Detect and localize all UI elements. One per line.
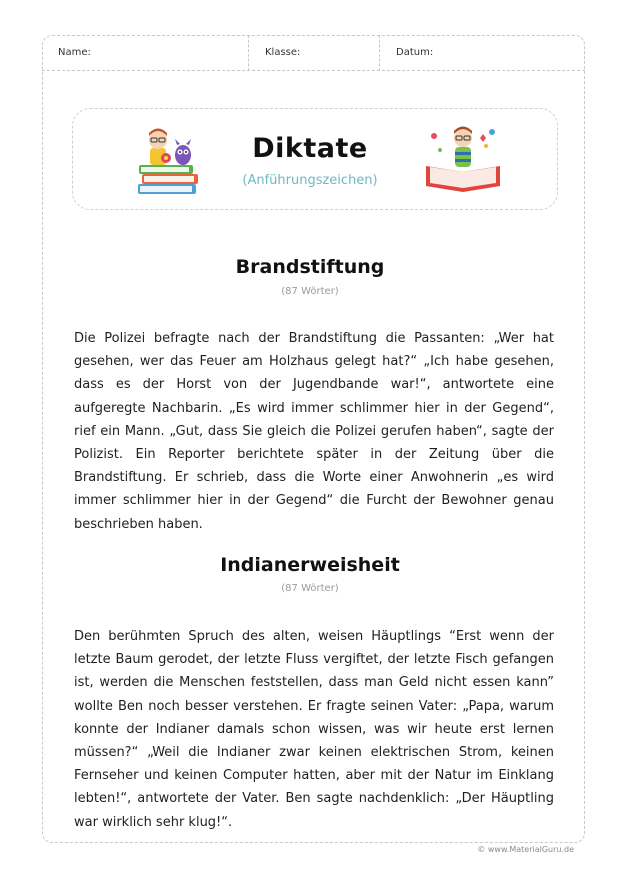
dictation-text-brandstiftung: Die Polizei befragte nach der Brandstiftung die Passanten: „Wer hat gesehen, wer das Feuer am Holzhaus gelegt hat?“ „Ich habe gesehen, dass es der Horst von der Jugendbande war!“, antwortete eine aufgeregte Nachbarin. „Es wird immer schlimmer hier in der Gegend“, rief ein Mann. „Gut, dass Sie gleich die Polizei gerufen haben“, sagte der Polizist. Ein Reporter berichtete später in der Zeitung über die Brandstiftung. Er schrieb, dass die Worte einer Anwohnerin „es wird immer schlimmer hier in der Gegend“ die Furcht der Bewohner genau beschrieben haben. (74, 331, 554, 532)
date-label: Datum: (396, 47, 434, 58)
worksheet-title: Diktate (252, 133, 368, 164)
section-word-count: (87 Wörter) (281, 286, 339, 297)
class-label: Klasse: (265, 47, 301, 58)
name-field[interactable] (42, 35, 248, 71)
section-title-indianerweisheit: Indianerweisheit (220, 554, 400, 576)
section-word-count: (87 Wörter) (281, 583, 339, 594)
worksheet-subtitle: (Anführungszeichen) (242, 173, 378, 188)
name-label: Name: (58, 47, 91, 58)
date-field[interactable] (379, 35, 585, 71)
copyright-footer: © www.MaterialGuru.de (477, 845, 574, 854)
section-title-brandstiftung: Brandstiftung (235, 256, 385, 278)
dictation-text-indianerweisheit: Den berühmten Spruch des alten, weisen Häuptlings “Erst wenn der letzte Baum gerodet, der letzte Fluss vergiftet, der letzte Fisch gefangen ist, werden die Menschen feststellen, dass man Geld nicht essen kann” wollte Ben noch besser verstehen. Er fragte seinen Vater: „Papa, warum konnte der Indianer damals schon wissen, was wir heute erst lernen müssen?“ „Weil die Indianer zwar keinen elektrischen Strom, keinen Fernseher und keinen Computer hatten, aber mit der Natur im Einklang lebten!“, antwortete der Vater. Ben sagte nachdenklich: „Der Häuptling war wirklich sehr klug!“. (74, 629, 554, 830)
student-info-row (42, 35, 585, 71)
class-field[interactable] (248, 35, 379, 71)
